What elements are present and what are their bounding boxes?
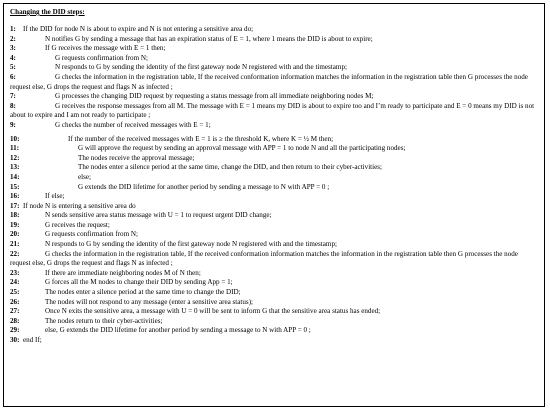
algorithm-title: Changing the DID steps:	[10, 8, 85, 16]
line-text: G requests confirmation from N;	[45, 230, 138, 239]
line-number: 4:	[10, 53, 16, 62]
line-number: 12:	[10, 153, 20, 162]
line-number: 13:	[10, 163, 20, 172]
line-text: G checks the number of received messages with E = 1;	[55, 120, 211, 129]
line-number: 29:	[10, 326, 20, 335]
line-text: If there are immediate neighboring nodes M of N then;	[45, 268, 201, 277]
algorithm-line	[10, 298, 539, 308]
line-text: G receives the request;	[45, 220, 110, 229]
line-text: G checks the information in the registration table, If the received conformation information matches the information in the registration table then G processes the node request else, G drops the request and flags N as infected ;	[10, 249, 518, 268]
line-number: 30:	[10, 336, 20, 344]
line-number: 15:	[10, 182, 20, 191]
algorithm-line	[10, 121, 539, 131]
algorithm-line	[10, 230, 539, 240]
algorithm-line	[10, 144, 539, 154]
line-number: 18:	[10, 211, 20, 220]
line-text: The nodes enter a silence period at the same time to change the DID;	[45, 288, 241, 297]
line-text: The nodes enter a silence period at the same time, change the DID, and then return to their cyber-activities;	[78, 163, 382, 172]
line-text: G receives the response messages from all M. The message with E = 1 means my DID is about to expire too and I’m ready to participate and E = 0 means my DID is not about to expire and I am not ready to participate ;	[10, 101, 535, 120]
algorithm-line	[10, 44, 539, 54]
line-text: If the number of the received messages with E = 1 is ≥ the threshold K, where K = ½ M then;	[68, 134, 334, 143]
algorithm-line	[10, 211, 539, 221]
line-text: If the DID for node N is about to expire and N is not entering a sensitive area do;	[23, 25, 254, 33]
line-number: 5:	[10, 63, 16, 72]
line-number: 10:	[10, 134, 20, 143]
algorithm-line	[10, 25, 539, 35]
line-text: else;	[78, 172, 91, 181]
algorithm-line	[10, 240, 539, 250]
algorithm-line	[10, 173, 539, 183]
line-number: 8:	[10, 101, 16, 110]
algorithm-line	[10, 192, 539, 202]
algorithm-line	[10, 92, 539, 102]
algorithm-line	[10, 35, 539, 45]
algorithm-line	[10, 183, 539, 193]
line-text: N notifies G by sending a message that has an expiration status of E = 1, where 1 means the DID is about to expire;	[45, 34, 373, 43]
line-text: G checks the information in the registration table, If the received conformation information matches the information in the registration table then G processes the node request else, G drops the request and flags N as infected ;	[10, 72, 528, 91]
algorithm-line	[10, 307, 539, 317]
algorithm-line	[10, 54, 539, 64]
algorithm-line	[10, 317, 539, 327]
line-number: 28:	[10, 316, 20, 325]
algorithm-line	[10, 336, 539, 346]
line-text: The nodes will not respond to any message (enter a sensitive area status);	[45, 297, 254, 306]
line-number: 27:	[10, 307, 20, 316]
line-number: 9:	[10, 120, 16, 129]
line-number: 19:	[10, 220, 20, 229]
line-text: The nodes receive the approval message;	[78, 153, 195, 162]
algorithm-lines	[10, 25, 539, 346]
line-number: 16:	[10, 192, 20, 201]
line-number: 7:	[10, 92, 16, 101]
algorithm-line	[10, 278, 539, 288]
line-text: G requests confirmation from N;	[55, 53, 148, 62]
algorithm-line	[10, 63, 539, 73]
algorithm-line	[10, 288, 539, 298]
line-text: Once N exits the sensitive area, a message with U = 0 will be sent to inform G that the sensitive area status has ended;	[45, 307, 381, 316]
line-text: The nodes return to their cyber-activities;	[45, 316, 163, 325]
line-number: 1:	[10, 25, 16, 33]
line-text: N responds to G by sending the identity of the first gateway node N registered with and the timestamp;	[45, 240, 337, 249]
line-text: G forces all the M nodes to change their DID by sending App = 1;	[45, 278, 233, 287]
line-text: G processes the changing DID request by requesting a status message from all immediate neighboring nodes M;	[55, 92, 374, 101]
line-number: 23:	[10, 268, 20, 277]
line-number: 3:	[10, 44, 16, 53]
line-text: G extends the DID lifetime for another period by sending a message to N with APP = 0 ;	[78, 182, 330, 191]
line-number: 14:	[10, 172, 20, 181]
line-text: N responds to G by sending the identity of the first gateway node N registered with and the timestamp;	[55, 63, 347, 72]
line-text: G will approve the request by sending an approval message with APP = 1 to node N and all the participating nodes;	[78, 144, 406, 153]
line-text: If else;	[45, 192, 65, 201]
line-text: N sends sensitive area status message with U = 1 to request urgent DID change;	[45, 211, 272, 220]
line-number: 21:	[10, 240, 20, 249]
line-number: 11:	[10, 144, 20, 153]
algorithm-line	[10, 102, 539, 121]
algorithm-line	[10, 221, 539, 231]
line-number: 6:	[10, 72, 16, 81]
algorithm-line	[10, 250, 539, 269]
line-text: else, G extends the DID lifetime for another period by sending a message to N with APP = 0 ;	[45, 326, 311, 335]
algorithm-line	[10, 269, 539, 279]
algorithm-line	[10, 135, 539, 145]
line-text: If G receives the message with E = 1 then;	[45, 44, 166, 53]
algorithm-line	[10, 163, 539, 173]
algorithm-line	[10, 154, 539, 164]
line-number: 2:	[10, 34, 16, 43]
line-number: 25:	[10, 288, 20, 297]
algorithm-line	[10, 326, 539, 336]
line-text: If node N is entering a sensitive area do	[23, 201, 136, 210]
algorithm-box	[3, 3, 545, 407]
line-number: 26:	[10, 297, 20, 306]
line-number: 17:	[10, 201, 20, 210]
line-text: end If;	[23, 336, 42, 344]
algorithm-line	[10, 73, 539, 92]
line-number: 24:	[10, 278, 20, 287]
line-number: 20:	[10, 230, 20, 239]
algorithm-line	[10, 202, 539, 212]
line-number: 22:	[10, 249, 20, 258]
